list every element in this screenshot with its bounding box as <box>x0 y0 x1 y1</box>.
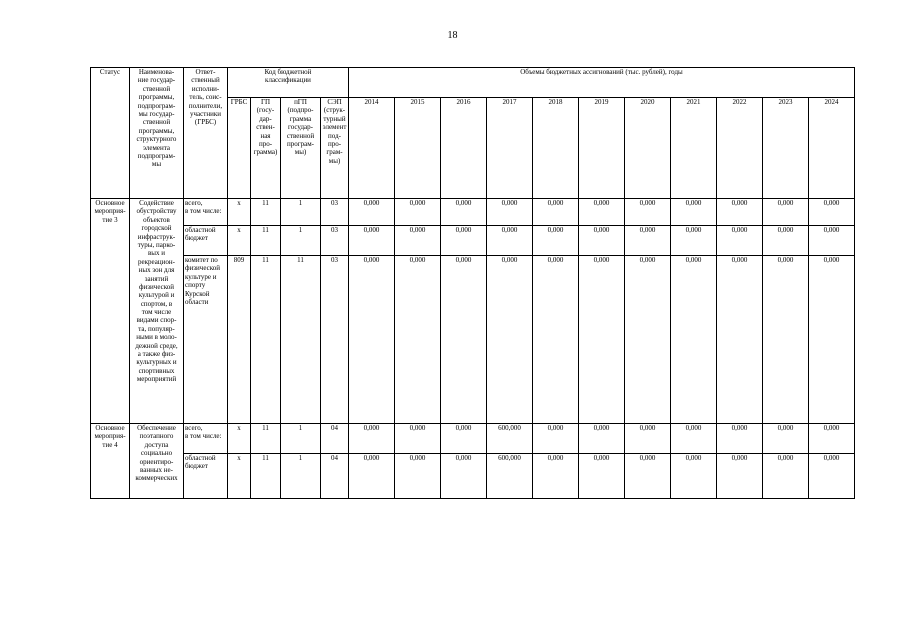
value-cell: 0,000 <box>487 199 533 226</box>
value-cell: 0,000 <box>671 199 717 226</box>
value-cell: 0,000 <box>809 454 855 499</box>
sep-cell: 03 <box>321 226 349 256</box>
value-cell: 0,000 <box>579 256 625 424</box>
pgp-cell: 11 <box>281 256 321 424</box>
header-year: 2021 <box>671 98 717 199</box>
header-budget-code: Код бюджетной классификации <box>228 68 349 98</box>
value-cell: 0,000 <box>487 256 533 424</box>
grbs-cell: х <box>228 199 251 226</box>
value-cell: 0,000 <box>579 424 625 454</box>
value-cell: 0,000 <box>671 226 717 256</box>
value-cell: 0,000 <box>671 454 717 499</box>
header-grbs: ГРБС <box>228 98 251 199</box>
page-number: 18 <box>447 30 458 41</box>
value-cell: 0,000 <box>763 226 809 256</box>
sep-cell: 04 <box>321 424 349 454</box>
value-cell: 0,000 <box>349 454 395 499</box>
value-cell: 0,000 <box>625 256 671 424</box>
header-year: 2017 <box>487 98 533 199</box>
pgp-cell: 1 <box>281 226 321 256</box>
value-cell: 0,000 <box>349 199 395 226</box>
value-cell: 0,000 <box>441 454 487 499</box>
value-cell: 0,000 <box>717 424 763 454</box>
value-cell: 0,000 <box>395 199 441 226</box>
responsible-cell: всего, в том числе: <box>184 424 228 454</box>
value-cell: 0,000 <box>671 256 717 424</box>
value-cell: 0,000 <box>441 226 487 256</box>
gp-cell: 11 <box>251 256 281 424</box>
sep-cell: 04 <box>321 454 349 499</box>
measure-status: Основное мероприя- тие 4 <box>91 424 130 499</box>
value-cell: 0,000 <box>533 454 579 499</box>
gp-cell: 11 <box>251 226 281 256</box>
value-cell: 0,000 <box>625 199 671 226</box>
value-cell: 0,000 <box>625 424 671 454</box>
gp-cell: 11 <box>251 199 281 226</box>
pgp-cell: 1 <box>281 424 321 454</box>
responsible-cell: всего, в том числе: <box>184 199 228 226</box>
pgp-cell: 1 <box>281 199 321 226</box>
value-cell: 0,000 <box>579 226 625 256</box>
header-year: 2016 <box>441 98 487 199</box>
header-year: 2014 <box>349 98 395 199</box>
value-cell: 0,000 <box>763 256 809 424</box>
value-cell: 0,000 <box>809 424 855 454</box>
value-cell: 0,000 <box>625 226 671 256</box>
value-cell: 0,000 <box>349 256 395 424</box>
header-status: Статус <box>91 68 130 199</box>
value-cell: 0,000 <box>441 424 487 454</box>
gp-cell: 11 <box>251 424 281 454</box>
header-year: 2019 <box>579 98 625 199</box>
header-year: 2022 <box>717 98 763 199</box>
value-cell: 0,000 <box>349 424 395 454</box>
header-year: 2015 <box>395 98 441 199</box>
header-responsible: Ответ- ственный исполни- тель, соис- полнители, участники (ГРБС) <box>184 68 228 199</box>
value-cell: 0,000 <box>717 199 763 226</box>
value-cell: 0,000 <box>717 226 763 256</box>
grbs-cell: х <box>228 454 251 499</box>
value-cell: 0,000 <box>349 226 395 256</box>
header-gp: ГП (госу- дар- ствен- ная про- грамма) <box>251 98 281 199</box>
header-sep: СЭП (струк- турный элемент под- про- грам- мы) <box>321 98 349 199</box>
value-cell: 0,000 <box>579 454 625 499</box>
grbs-cell: 809 <box>228 256 251 424</box>
value-cell: 0,000 <box>809 199 855 226</box>
table-row <box>91 226 855 256</box>
value-cell: 600,000 <box>487 424 533 454</box>
header-year: 2020 <box>625 98 671 199</box>
responsible-cell: областной бюджет <box>184 454 228 499</box>
value-cell: 0,000 <box>763 424 809 454</box>
value-cell: 0,000 <box>809 256 855 424</box>
value-cell: 0,000 <box>533 226 579 256</box>
value-cell: 0,000 <box>395 256 441 424</box>
value-cell: 0,000 <box>533 424 579 454</box>
measure-name: Обеспечение поэтапного доступа социально ориентиро- ванных не- коммерческих <box>130 424 184 499</box>
value-cell: 0,000 <box>395 454 441 499</box>
measure-status: Основное мероприя- тие 3 <box>91 199 130 424</box>
grbs-cell: х <box>228 226 251 256</box>
value-cell: 0,000 <box>441 199 487 226</box>
table-row <box>91 454 855 499</box>
value-cell: 0,000 <box>625 454 671 499</box>
value-cell: 0,000 <box>671 424 717 454</box>
pgp-cell: 1 <box>281 454 321 499</box>
value-cell: 0,000 <box>763 199 809 226</box>
header-pgp: пГП (подпро- грамма государ- ственной програм- мы) <box>281 98 321 199</box>
value-cell: 600,000 <box>487 454 533 499</box>
header-volumes: Объемы бюджетных ассигнований (тыс. рублей), годы <box>349 68 855 98</box>
value-cell: 0,000 <box>717 256 763 424</box>
table-row <box>91 256 855 424</box>
value-cell: 0,000 <box>809 226 855 256</box>
value-cell: 0,000 <box>579 199 625 226</box>
value-cell: 0,000 <box>395 226 441 256</box>
table-row <box>91 199 855 226</box>
value-cell: 0,000 <box>487 226 533 256</box>
gp-cell: 11 <box>251 454 281 499</box>
grbs-cell: х <box>228 424 251 454</box>
value-cell: 0,000 <box>717 454 763 499</box>
value-cell: 0,000 <box>763 454 809 499</box>
responsible-cell: областной бюджет <box>184 226 228 256</box>
value-cell: 0,000 <box>441 256 487 424</box>
value-cell: 0,000 <box>533 199 579 226</box>
sep-cell: 03 <box>321 199 349 226</box>
measure-name: Содействие обустройству объектов городской инфраструк- туры, парко- вых и рекреацион- ных зон для занятий физической культурой и спортом, в том числе видами спор- та, популяр- ными в моло- дежной среде, а также физ- культурных и спортивных мероприятий <box>130 199 184 424</box>
value-cell: 0,000 <box>395 424 441 454</box>
header-name: Наименова- ние государ- ственной программы, подпрограм- мы государ- ственной программы, структурного элемента подпрограм- мы <box>130 68 184 199</box>
value-cell: 0,000 <box>533 256 579 424</box>
header-year: 2024 <box>809 98 855 199</box>
header-year: 2023 <box>763 98 809 199</box>
budget-allocation-table <box>90 67 855 499</box>
sep-cell: 03 <box>321 256 349 424</box>
responsible-cell: комитет по физической культуре и спорту Курской области <box>184 256 228 424</box>
table-row <box>91 424 855 454</box>
header-year: 2018 <box>533 98 579 199</box>
